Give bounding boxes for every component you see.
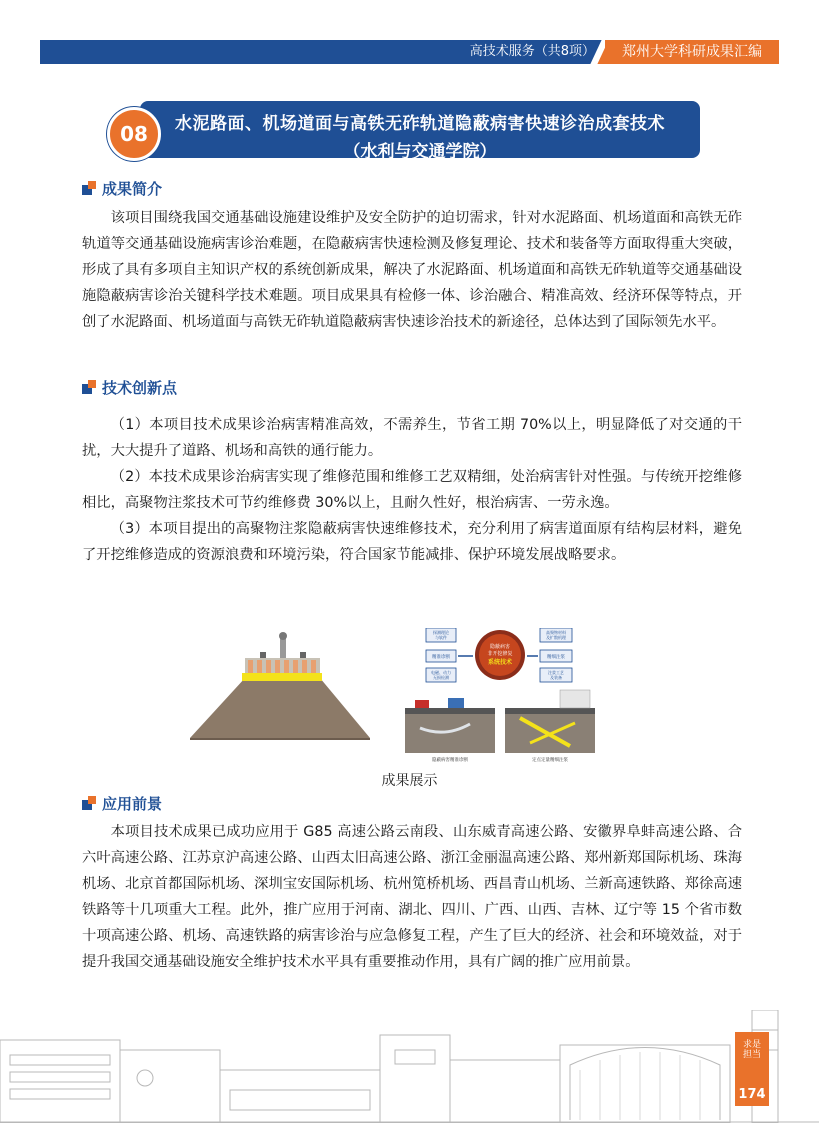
diagram-box-text: 精准诊断: [432, 655, 450, 660]
section-bullet-icon: [82, 181, 96, 195]
intro-text: 该项目围绕我国交通基础设施建设维护及安全防护的迫切需求，针对水泥路面、机场道面和高铁无砟轨道等交通基础设施病害诊治难题，在隐蔽病害快速检测及修复理论、技术和装备等方面取得重大突破，形成了具有多项自主知识产权的系统创新成果，解决了水泥路面、机场道面和高铁无砟轨道等交通基础设施隐蔽病害诊治关键科学技术难题。项目成果具有检修一体、诊治融合、精准高效、经济环保等特点，开创了水泥路面、机场道面与高铁无砟轨道隐蔽病害快速诊治技术的新途径，总体达到了国际领先水平。: [82, 210, 742, 330]
diagram-box-text: 与软件: [435, 635, 447, 640]
diagram-box-text: 及扩散机理: [546, 635, 566, 640]
section-heading-intro: [82, 178, 162, 198]
diagram-bottom-label: 隐蔽病害精准诊断: [432, 758, 468, 763]
title-line2: （水利与交通学院）: [343, 142, 497, 162]
item-number-badge: 08: [107, 107, 161, 161]
diagram-box-text: 注浆工艺: [548, 670, 564, 675]
innovation-point: （1）本项目技术成果诊治病害精准高效，不需养生，节省工期 70%以上，明显降低了对交通的干扰，大大提升了道路、机场和高铁的通行能力。: [82, 417, 742, 459]
figure-caption: 成果展示: [381, 773, 438, 789]
application-text: 本项目技术成果已成功应用于 G85 高速公路云南段、山东威青高速公路、安徽界阜蚌高速公路、合六叶高速公路、江苏京沪高速公路、山西太旧高速公路、浙江金丽温高速公路、郑州新郑国际机场、珠海机场、北京首都国际机场、深圳宝安国际机场、杭州笕桥机场、西昌青山机场、兰新高速铁路、郑徐高速铁路等十几项重大工程。此外，推广应用于河南、湖北、四川、广西、山西、吉林、辽宁等 15 个省市数十项高速公路、机场、高速铁路的病害诊治与应急修复工程，产生了巨大的经济、社会和环境效益，对于提升我国交通基础设施安全维护技术水平具有重要推动作用，具有广阔的推广应用前景。: [82, 824, 742, 970]
diagram-box-text: 无损检测: [433, 675, 449, 680]
header-publication: 郑州大学科研成果汇编: [605, 40, 779, 64]
intro-paragraph: [82, 205, 742, 335]
title-line1: 水泥路面、机场道面与高铁无砟轨道隐蔽病害快速诊治成套技术: [175, 114, 665, 134]
section-title: 技术创新点: [102, 378, 178, 397]
title-banner: [140, 101, 700, 162]
application-paragraph: [82, 819, 742, 975]
campus-skyline-decoration: [0, 1010, 819, 1123]
diagram-box-text: 及装备: [550, 675, 562, 680]
system-diagram-image: [400, 628, 600, 766]
section-heading-application: [82, 793, 162, 813]
innovation-point: （2）本技术成果诊治病害实现了维修范围和维修工艺双精细，处治病害针对性强。与传统开挖维修相比，高聚物注浆技术可节约维修费 30%以上，且耐久性好，根治病害、一劳永逸。: [82, 469, 742, 511]
section-title: 应用前景: [102, 794, 163, 813]
section-bullet-icon: [82, 380, 96, 394]
diagram-center-text: 非开挖修复: [487, 651, 513, 657]
diagram-center-text: 隐蔽病害: [489, 644, 511, 650]
diagram-box-text: 电磁、动力: [431, 670, 451, 675]
school-motto: 求是 担当: [742, 1040, 761, 1060]
diagram-box-text: 精细注浆: [547, 655, 565, 660]
page-tab: [735, 1032, 769, 1106]
section-heading-innovation: [82, 377, 177, 397]
innovation-list: [82, 412, 742, 568]
pavement-model-image: [190, 628, 370, 758]
diagram-box-text: 探测理论: [433, 630, 449, 635]
diagram-bottom-label: 定点定量精细注浆: [532, 758, 568, 763]
section-title: 成果简介: [102, 179, 163, 198]
section-bullet-icon: [82, 796, 96, 810]
header-section-label: 高技术服务（共8项）: [469, 44, 595, 59]
page-number: 174: [738, 1087, 766, 1102]
diagram-box-text: 高聚物材料: [546, 630, 566, 635]
innovation-point: （3）本项目提出的高聚物注浆隐蔽病害快速维修技术，充分利用了病害道面原有结构层材料，避免了开挖维修造成的资源浪费和环境污染，符合国家节能减排、保护环境发展战略要求。: [82, 521, 742, 563]
diagram-center-text: 系统技术: [487, 659, 513, 666]
